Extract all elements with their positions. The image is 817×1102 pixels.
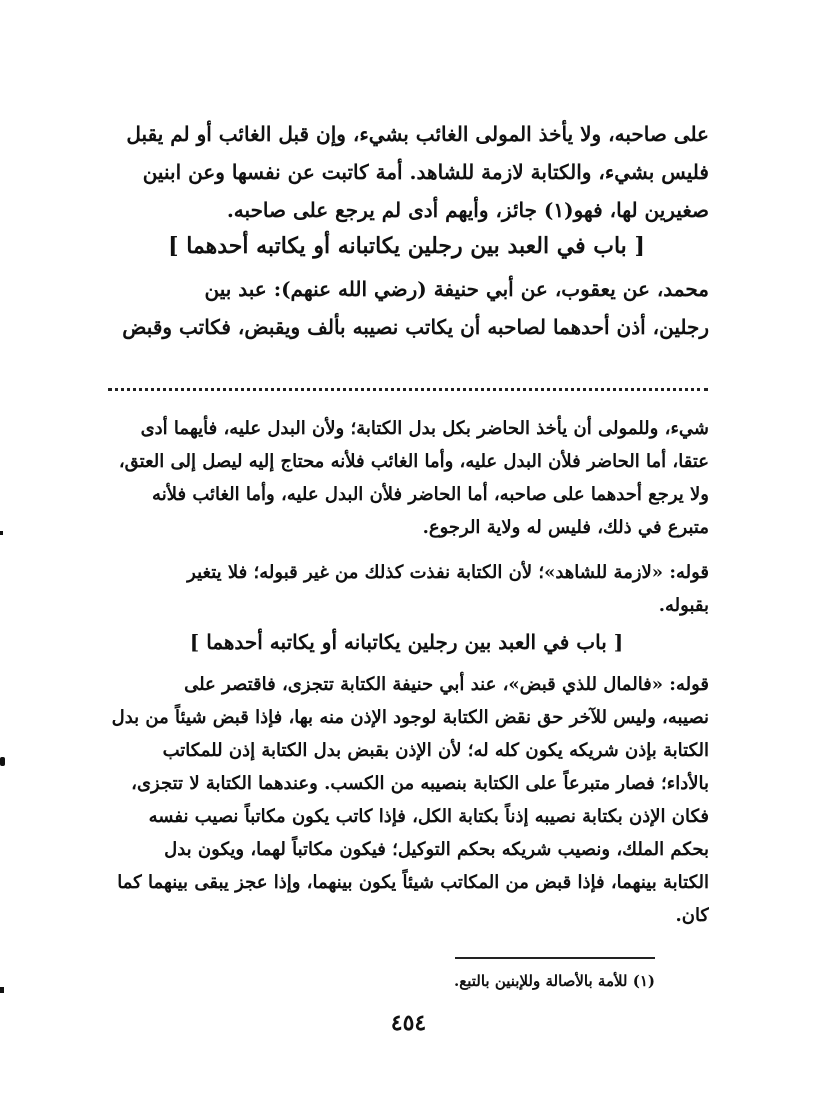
text-line: بحكم الملك، ونصيب شريكه بحكم التوكيل؛ فيكون مكاتباً لهما، ويكون بدل (164, 839, 709, 860)
scan-edge-mark (0, 757, 5, 766)
commentary-block-2 (104, 556, 709, 622)
text-line: رجلين، أذن أحدهما لصاحبه أن يكاتب نصيبه بألف ويقبض، فكاتب وقبض (122, 315, 709, 339)
scan-edge-mark (0, 531, 3, 535)
page-number: ٤٥٤ (390, 1010, 427, 1036)
text-line: بالأداء؛ فصار متبرعاً على الكتابة بنصيبه من الكسب. وعندهما الكتابة لا تتجزى، (131, 773, 709, 794)
commentary-chapter-heading: [ باب في العبد بين رجلين يكاتبانه أو يكاتبه أحدهما ] (189, 630, 624, 654)
text-line: فليس بشيء، والكتابة لازمة للشاهد. أمة كاتبت عن نفسها وعن ابنين (142, 160, 709, 184)
text-line: نصيبه، وليس للآخر حق نقض الكتابة لوجود الإذن منه بها، فإذا قبض شيئاً من بدل (111, 707, 709, 728)
text-line: محمد، عن يعقوب، عن أبي حنيفة (رضي الله عنهم): عبد بين (204, 277, 709, 301)
matn-text-block (104, 115, 709, 229)
text-line: صغيرين لها، فهو(١) جائز، وأيهم أدى لم يرجع على صاحبه. (226, 198, 709, 222)
text-line: قوله: «فالمال للذي قبض»، عند أبي حنيفة الكتابة تتجزى، فاقتصر على (184, 674, 709, 695)
text-line: فكان الإذن بكتابة نصيبه إذناً بكتابة الكل، فإذا كاتب يكون مكاتباً نصيب نفسه (148, 806, 709, 827)
text-line: متبرع في ذلك، فليس له ولاية الرجوع. (422, 517, 709, 538)
text-line: ولا يرجع أحدهما على صاحبه، أما الحاضر فلأن البدل عليه، وأما الغائب فلأنه (152, 484, 709, 505)
matn-text-block-2 (104, 270, 709, 346)
text-line: الكتابة بإذن شريكه يكون كله له؛ لأن الإذن بقبض بدل الكتابة إذن للمكاتب (162, 740, 709, 761)
text-line: بقبوله. (658, 595, 709, 616)
text-line: قوله: «لازمة للشاهد»؛ لأن الكتابة نفذت كذلك من غير قبوله؛ فلا يتغير (187, 562, 709, 583)
text-line: على صاحبه، ولا يأخذ المولى الغائب بشيء، وإن قبل الغائب أو لم يقبل (126, 122, 709, 146)
dotted-separator (108, 388, 708, 391)
text-line: عتقا، أما الحاضر فلأن البدل عليه، وأما الغائب فلأنه محتاج إليه ليصل إلى العتق، (118, 451, 709, 472)
commentary-block-3 (104, 668, 709, 932)
commentary-block-1 (104, 412, 709, 544)
text-line: كان. (675, 905, 709, 926)
text-line: الكتابة بينهما، فإذا قبض من المكاتب شيئاً يكون بينهما، وإذا عجز يبقى بينهما كما (117, 872, 709, 893)
scan-edge-mark (0, 987, 4, 993)
footnote-rule (455, 957, 655, 959)
chapter-heading: [ باب في العبد بين رجلين يكاتبانه أو يكاتبه أحدهما ] (168, 233, 645, 259)
footnote: (١) للأمة بالأصالة وللإبنين بالتبع. (454, 972, 655, 990)
text-line: شيء، وللمولى أن يأخذ الحاضر بكل بدل الكتابة؛ ولأن البدل عليه، فأيهما أدى (140, 418, 709, 439)
